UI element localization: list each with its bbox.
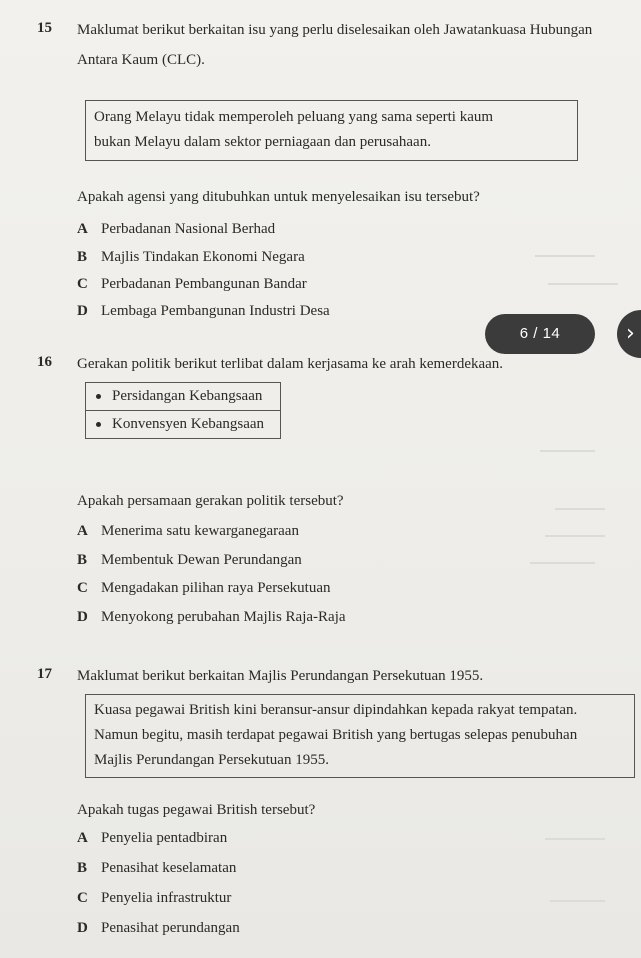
question-17-info-box xyxy=(85,694,635,778)
option-letter: C xyxy=(77,890,88,906)
q15-option-a[interactable] xyxy=(77,219,275,239)
option-letter: D xyxy=(77,609,88,625)
show-through-mark xyxy=(555,508,605,510)
show-through-mark xyxy=(548,283,618,285)
show-through-mark xyxy=(535,255,595,257)
show-through-mark xyxy=(550,900,605,902)
option-text: Penyelia pentadbiran xyxy=(101,830,228,846)
question-15-stem-line1: Maklumat berikut berkaitan isu yang perlu diselesaikan oleh Jawatankuasa Hubungan xyxy=(77,22,593,38)
bullet-icon xyxy=(96,394,101,399)
question-16-number: 16 xyxy=(37,354,52,370)
q16-option-c[interactable] xyxy=(77,578,331,598)
q17-option-d[interactable] xyxy=(77,918,240,938)
q15-option-d[interactable] xyxy=(77,301,330,321)
show-through-mark xyxy=(545,535,605,537)
show-through-mark xyxy=(540,450,595,452)
option-text: Majlis Tindakan Ekonomi Negara xyxy=(101,249,305,265)
page-indicator: 6 / 14 xyxy=(485,314,595,354)
option-text: Penasihat keselamatan xyxy=(101,860,237,876)
q17-option-c[interactable] xyxy=(77,888,231,908)
question-15-number: 15 xyxy=(37,20,52,36)
info-box-line: bukan Melayu dalam sektor perniagaan dan perusahaan. xyxy=(94,134,431,150)
option-letter: C xyxy=(77,580,88,596)
question-16-prompt: Apakah persamaan gerakan politik tersebut? xyxy=(77,493,344,509)
info-box-line: Kuasa pegawai British kini beransur-ansur dipindahkan kepada rakyat tempatan. xyxy=(94,702,578,718)
option-text: Perbadanan Nasional Berhad xyxy=(101,221,276,237)
info-box-line: Namun begitu, masih terdapat pegawai British yang bertugas selepas penubuhan xyxy=(94,727,578,743)
option-letter: B xyxy=(77,860,88,876)
option-letter: C xyxy=(77,276,88,292)
q15-option-c[interactable] xyxy=(77,274,307,294)
show-through-mark xyxy=(530,562,595,564)
bullet-text: Persidangan Kebangsaan xyxy=(112,388,263,404)
q17-option-b[interactable] xyxy=(77,858,236,878)
chevron-right-icon: › xyxy=(626,321,635,346)
question-17-number: 17 xyxy=(37,666,52,682)
q15-option-b[interactable] xyxy=(77,247,305,267)
option-text: Membentuk Dewan Perundangan xyxy=(101,552,302,568)
question-16-stem: Gerakan politik berikut terlibat dalam kerjasama ke arah kemerdekaan. xyxy=(77,356,504,372)
option-letter: D xyxy=(77,303,88,319)
question-17-stem: Maklumat berikut berkaitan Majlis Perundangan Persekutuan 1955. xyxy=(77,668,484,684)
q16-option-d[interactable] xyxy=(77,607,346,627)
q16-option-b[interactable] xyxy=(77,550,302,570)
question-17-prompt: Apakah tugas pegawai British tersebut? xyxy=(77,802,316,818)
option-text: Menerima satu kewarganegaraan xyxy=(101,523,299,539)
show-through-mark xyxy=(545,838,605,840)
bullet-item xyxy=(86,383,280,410)
option-letter: A xyxy=(77,221,88,237)
q17-option-a[interactable] xyxy=(77,828,227,848)
option-text: Perbadanan Pembangunan Bandar xyxy=(101,276,307,292)
option-text: Penasihat perundangan xyxy=(101,920,240,936)
bullet-text: Konvensyen Kebangsaan xyxy=(112,416,265,432)
option-letter: A xyxy=(77,830,88,846)
option-text: Menyokong perubahan Majlis Raja-Raja xyxy=(101,609,346,625)
option-text: Penyelia infrastruktur xyxy=(101,890,232,906)
option-text: Lembaga Pembangunan Industri Desa xyxy=(101,303,330,319)
option-letter: B xyxy=(77,552,88,568)
question-16-bullet-box xyxy=(85,382,281,439)
option-text: Mengadakan pilihan raya Persekutuan xyxy=(101,580,331,596)
option-letter: B xyxy=(77,249,88,265)
bullet-icon xyxy=(96,422,101,427)
question-15-info-box xyxy=(85,100,578,161)
option-letter: D xyxy=(77,920,88,936)
bullet-item xyxy=(86,410,280,438)
info-box-line: Majlis Perundangan Persekutuan 1955. xyxy=(94,752,329,768)
q16-option-a[interactable] xyxy=(77,521,299,541)
question-15-stem-line2: Antara Kaum (CLC). xyxy=(77,52,205,68)
question-15-prompt: Apakah agensi yang ditubuhkan untuk menyelesaikan isu tersebut? xyxy=(77,189,480,205)
option-letter: A xyxy=(77,523,88,539)
info-box-line: Orang Melayu tidak memperoleh peluang yang sama seperti kaum xyxy=(94,109,494,125)
